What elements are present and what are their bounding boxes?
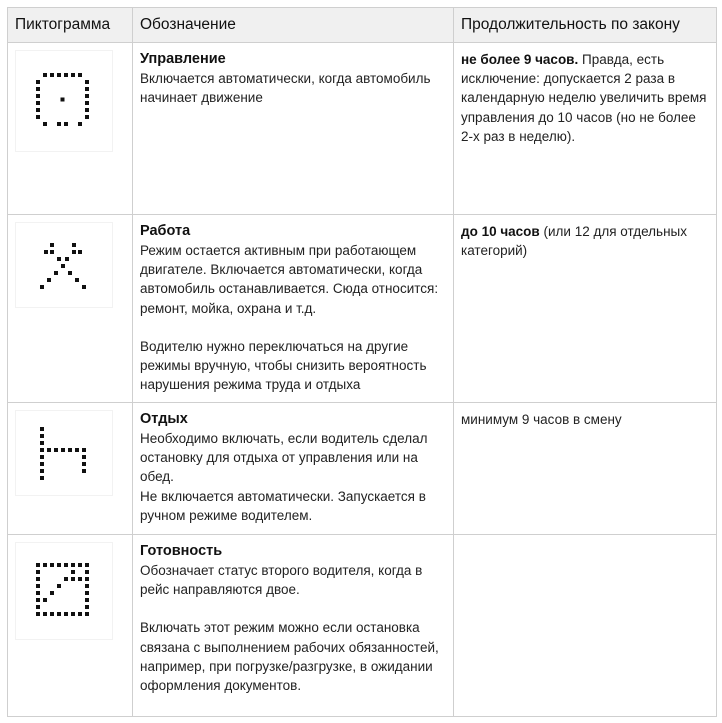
pictogram-dot xyxy=(85,584,89,588)
pictogram-dot xyxy=(78,577,82,581)
header-designation: Обозначение xyxy=(133,8,454,43)
pictogram-dot xyxy=(43,73,47,77)
mode-note: Водителю нужно переключаться на другие режимы вручную, чтобы снизить вероятность нарушения режима труда и отдыха xyxy=(140,338,427,393)
pictogram-dot xyxy=(85,612,89,616)
pictogram-dot xyxy=(64,563,68,567)
table-header-row xyxy=(8,8,717,43)
pictogram-dot xyxy=(75,448,79,452)
mode-name: Управление xyxy=(140,51,226,67)
mode-note: Включать этот режим можно если остановка связана с выполнением рабочих обязанностей, например, при погрузке/разгрузке, в ожидании оформления документов. xyxy=(140,620,439,694)
mode-name: Готовность xyxy=(140,543,223,559)
pictogram-dot xyxy=(85,80,89,84)
header-duration: Продолжительность по закону xyxy=(454,8,717,43)
mode-description: Режим остается активным при работающем двигателе. Включается автоматически, когда автомобиль останавливается. Сюда относится: ремонт, мойка, охрана и т.д. xyxy=(140,243,439,316)
pictogram-dot xyxy=(71,73,75,77)
pictogram-dot xyxy=(57,73,61,77)
pictogram-dot xyxy=(36,570,40,574)
duration-text: (или 12 для отдельных категорий) xyxy=(461,224,687,259)
table-row xyxy=(8,215,717,403)
crossed-hammers-pictogram-icon xyxy=(32,233,96,297)
pictogram-dot xyxy=(47,448,51,452)
pictogram-dot xyxy=(36,108,40,112)
pictogram-dot xyxy=(64,577,68,581)
pictogram-dot xyxy=(85,605,89,609)
pictogram-dot xyxy=(71,570,75,574)
pictogram-dot xyxy=(85,87,89,91)
pictogram-dot xyxy=(72,243,76,247)
duration-cell xyxy=(454,215,717,403)
pictogram-dot xyxy=(85,115,89,119)
pictogram-dot xyxy=(64,73,68,77)
pictogram-dot xyxy=(43,598,47,602)
pictogram-dot xyxy=(65,257,69,261)
pictogram-dot xyxy=(47,278,51,282)
pictogram-dot xyxy=(40,455,44,459)
pictogram-dot xyxy=(40,285,44,289)
pictogram-dot xyxy=(78,122,82,126)
table-row xyxy=(8,403,717,535)
pictogram-dot xyxy=(40,462,44,466)
pictogram-dot xyxy=(82,285,86,289)
pictogram-frame xyxy=(15,50,113,152)
header-pictogram: Пиктограмма xyxy=(8,8,133,43)
designation-cell xyxy=(133,535,454,717)
pictogram-dot xyxy=(40,476,44,480)
pictogram-dot xyxy=(82,448,86,452)
pictogram-dot xyxy=(50,73,54,77)
pictogram-dot xyxy=(36,612,40,616)
pictogram-dot xyxy=(50,591,54,595)
pictogram-dot xyxy=(85,94,89,98)
duration-emphasis: до 10 часов xyxy=(461,224,540,239)
pictogram-dot xyxy=(57,584,61,588)
pictogram-dot xyxy=(61,448,65,452)
pictogram-dot xyxy=(40,441,44,445)
pictogram-dot xyxy=(36,605,40,609)
mode-name: Работа xyxy=(140,223,191,239)
pictogram-dot xyxy=(43,612,47,616)
pictogram-dot xyxy=(36,591,40,595)
pictogram-dot xyxy=(50,563,54,567)
pictogram-dot xyxy=(44,250,48,254)
pictogram-dot xyxy=(71,577,75,581)
mode-description: Обозначает статус второго водителя, когда в рейс направляются двое. xyxy=(140,563,423,598)
pictogram-cell xyxy=(8,535,133,717)
duration-cell xyxy=(454,403,717,535)
pictogram-cell xyxy=(8,215,133,403)
pictogram-dot xyxy=(50,250,54,254)
pictogram-dot xyxy=(36,563,40,567)
pictogram-frame xyxy=(15,542,113,640)
pictogram-dot xyxy=(36,101,40,105)
pictogram-dot xyxy=(64,612,68,616)
pictogram-dot xyxy=(54,271,58,275)
pictogram-dot xyxy=(54,448,58,452)
pictogram-dot xyxy=(40,448,44,452)
pictogram-dot xyxy=(43,122,47,126)
pictogram-dot xyxy=(61,98,65,102)
mode-description: Включается автоматически, когда автомобиль начинает движение xyxy=(140,71,431,106)
pictogram-dot xyxy=(85,563,89,567)
pictogram-dot xyxy=(36,80,40,84)
pictogram-frame xyxy=(15,410,113,496)
duration-text: Правда, есть исключение: допускается 2 раза в календарную неделю увеличить время управления до 10 часов (но не более 2-х раз в неделю). xyxy=(461,52,707,144)
pictogram-frame xyxy=(15,222,113,308)
pictogram-dot xyxy=(43,563,47,567)
pictogram-dot xyxy=(78,563,82,567)
mode-note: Не включается автоматически. Запускается в ручном режиме водителем. xyxy=(140,488,426,523)
table-row xyxy=(8,535,717,717)
designation-cell xyxy=(133,43,454,215)
mode-description: Необходимо включать, если водитель сделал остановку для отдыха от управления или на обед. xyxy=(140,431,428,485)
table-row xyxy=(8,43,717,215)
duration-text: минимум 9 часов в смену xyxy=(461,412,622,427)
pictogram-dot xyxy=(75,278,79,282)
pictogram-dot xyxy=(71,612,75,616)
tachograph-modes-table xyxy=(7,7,717,717)
pictogram-dot xyxy=(85,577,89,581)
pictogram-cell xyxy=(8,403,133,535)
pictogram-dot xyxy=(72,250,76,254)
pictogram-cell xyxy=(8,43,133,215)
duration-cell xyxy=(454,535,717,717)
pictogram-dot xyxy=(36,598,40,602)
pictogram-dot xyxy=(61,264,65,268)
bed-pictogram-icon xyxy=(32,421,96,485)
pictogram-dot xyxy=(82,455,86,459)
duration-emphasis: не более 9 часов. xyxy=(461,52,579,67)
pictogram-dot xyxy=(68,271,72,275)
mode-name: Отдых xyxy=(140,411,188,427)
pictogram-dot xyxy=(85,108,89,112)
pictogram-dot xyxy=(68,448,72,452)
pictogram-dot xyxy=(71,563,75,567)
pictogram-dot xyxy=(36,87,40,91)
pictogram-dot xyxy=(50,243,54,247)
steering-wheel-pictogram-icon xyxy=(32,69,96,133)
pictogram-dot xyxy=(85,591,89,595)
pictogram-dot xyxy=(82,462,86,466)
pictogram-dot xyxy=(78,612,82,616)
designation-cell xyxy=(133,403,454,535)
pictogram-dot xyxy=(36,115,40,119)
pictogram-dot xyxy=(85,101,89,105)
pictogram-dot xyxy=(64,122,68,126)
pictogram-dot xyxy=(40,427,44,431)
pictogram-dot xyxy=(57,563,61,567)
pictogram-dot xyxy=(85,598,89,602)
pictogram-dot xyxy=(36,94,40,98)
pictogram-dot xyxy=(78,73,82,77)
pictogram-dot xyxy=(50,612,54,616)
availability-square-pictogram-icon xyxy=(32,559,96,623)
pictogram-dot xyxy=(57,612,61,616)
duration-cell xyxy=(454,43,717,215)
pictogram-dot xyxy=(40,434,44,438)
pictogram-dot xyxy=(85,570,89,574)
pictogram-dot xyxy=(36,577,40,581)
pictogram-dot xyxy=(78,250,82,254)
pictogram-dot xyxy=(40,469,44,473)
pictogram-dot xyxy=(57,257,61,261)
pictogram-dot xyxy=(82,469,86,473)
designation-cell xyxy=(133,215,454,403)
pictogram-dot xyxy=(36,584,40,588)
pictogram-dot xyxy=(57,122,61,126)
